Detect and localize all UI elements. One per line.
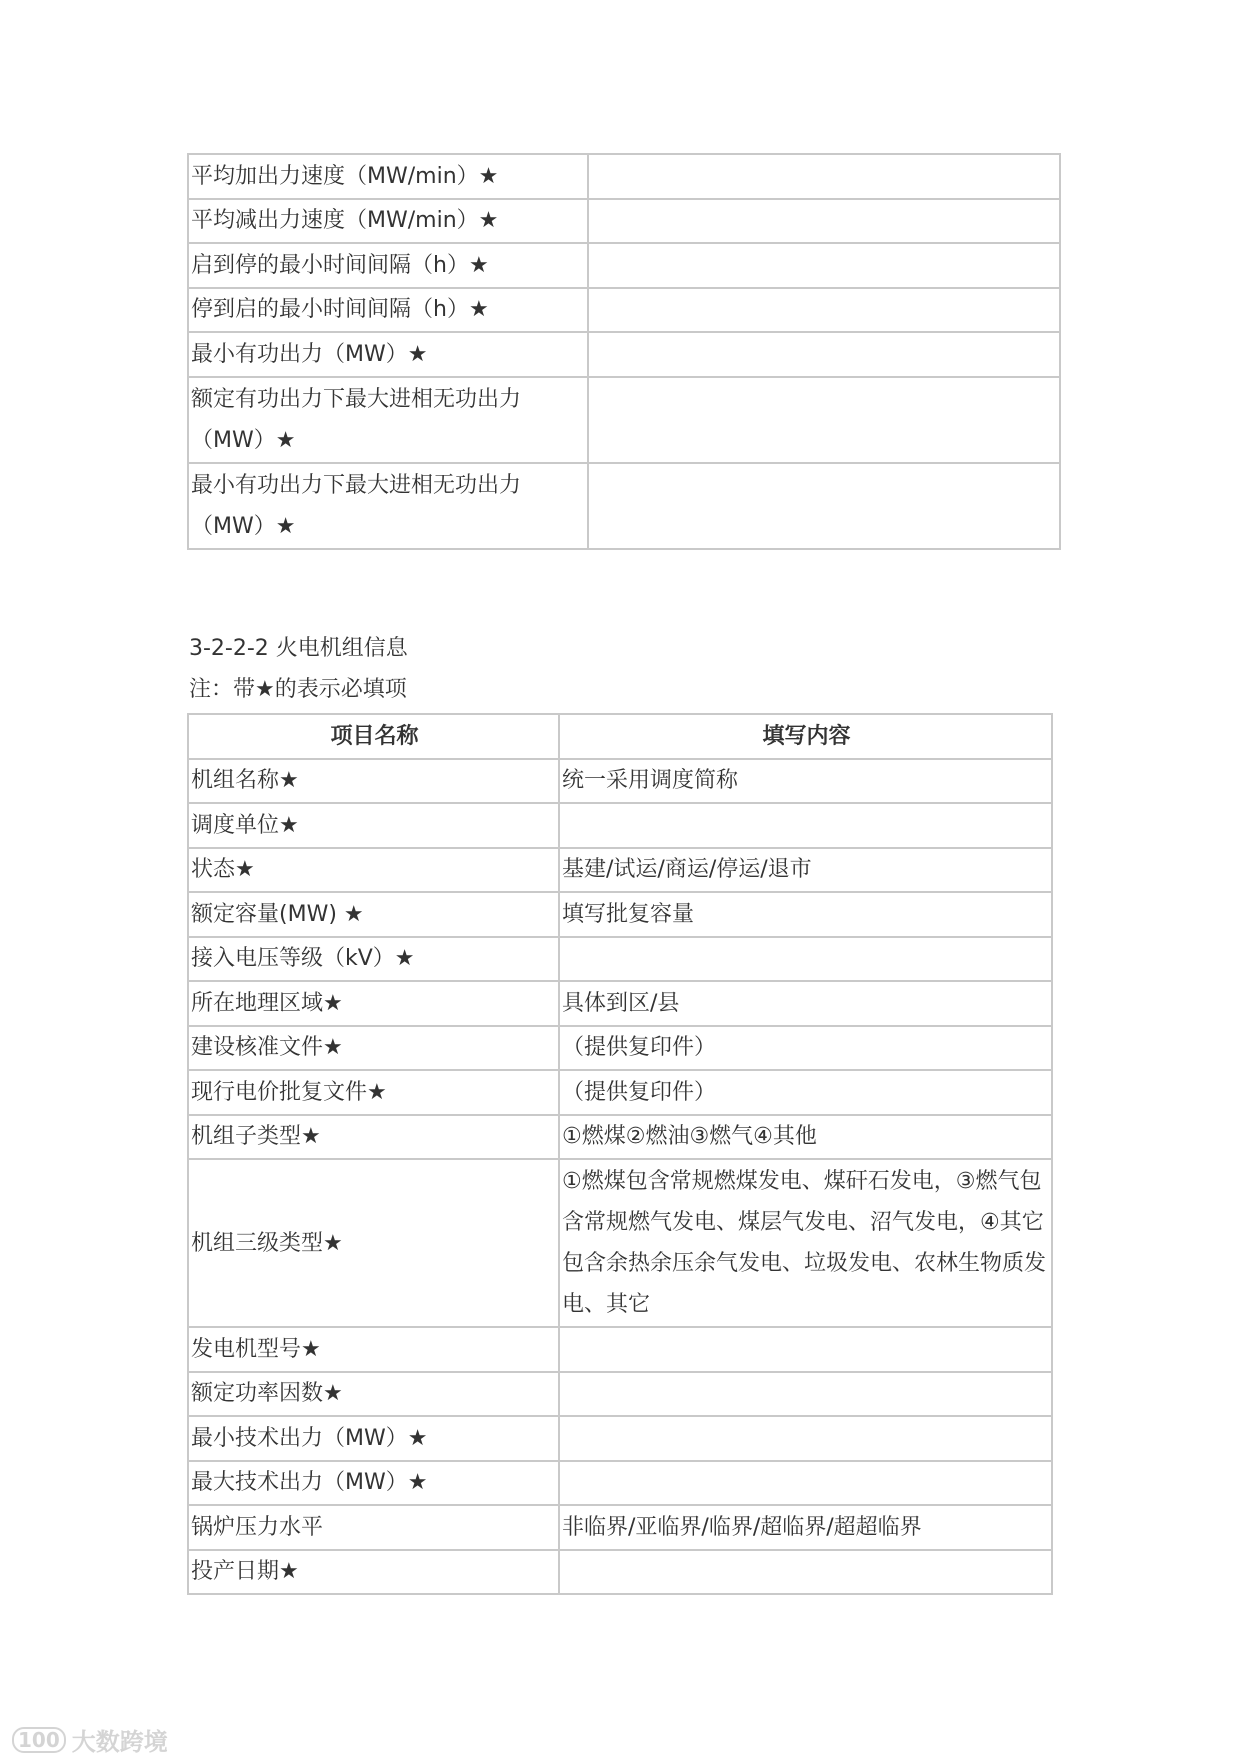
item-value bbox=[588, 463, 1060, 549]
table-row bbox=[188, 332, 1060, 377]
item-name: 平均加出力速度（MW/min）★ bbox=[188, 154, 588, 199]
watermark bbox=[12, 1722, 168, 1757]
table-row bbox=[188, 981, 1052, 1026]
item-name: 停到启的最小时间间隔（h）★ bbox=[188, 288, 588, 333]
item-value bbox=[559, 803, 1052, 848]
item-value bbox=[559, 1550, 1052, 1595]
item-name: 锅炉压力水平 bbox=[188, 1505, 559, 1550]
header-item-name: 项目名称 bbox=[188, 714, 559, 759]
table-row bbox=[188, 759, 1052, 804]
item-name: 额定有功出力下最大进相无功出力（MW）★ bbox=[188, 377, 588, 463]
item-name: 现行电价批复文件★ bbox=[188, 1070, 559, 1115]
item-name: 最大技术出力（MW）★ bbox=[188, 1461, 559, 1506]
item-name: 机组名称★ bbox=[188, 759, 559, 804]
item-name: 启到停的最小时间间隔（h）★ bbox=[188, 243, 588, 288]
item-value bbox=[588, 154, 1060, 199]
item-name: 机组三级类型★ bbox=[188, 1159, 559, 1327]
table-row bbox=[188, 463, 1060, 549]
item-name: 额定功率因数★ bbox=[188, 1372, 559, 1417]
item-value bbox=[588, 377, 1060, 463]
item-value: ①燃煤包含常规燃煤发电、煤矸石发电，③燃气包含常规燃气发电、煤层气发电、沼气发电，④其它包含余热余压余气发电、垃圾发电、农林生物质发电、其它 bbox=[559, 1159, 1052, 1327]
table-row bbox=[188, 377, 1060, 463]
table-row bbox=[188, 1505, 1052, 1550]
item-name: 发电机型号★ bbox=[188, 1327, 559, 1372]
item-value bbox=[588, 199, 1060, 244]
item-name: 建设核准文件★ bbox=[188, 1026, 559, 1071]
table-row bbox=[188, 937, 1052, 982]
item-value: 具体到区/县 bbox=[559, 981, 1052, 1026]
item-name: 最小有功出力（MW）★ bbox=[188, 332, 588, 377]
table-row bbox=[188, 848, 1052, 893]
table-row bbox=[188, 1550, 1052, 1595]
table-row bbox=[188, 1372, 1052, 1417]
item-value: 非临界/亚临界/临界/超临界/超超临界 bbox=[559, 1505, 1052, 1550]
table-row bbox=[188, 243, 1060, 288]
table-header-row bbox=[188, 714, 1052, 759]
item-value: 填写批复容量 bbox=[559, 892, 1052, 937]
item-name: 调度单位★ bbox=[188, 803, 559, 848]
item-name: 状态★ bbox=[188, 848, 559, 893]
item-name: 平均减出力速度（MW/min）★ bbox=[188, 199, 588, 244]
table-row bbox=[188, 1070, 1052, 1115]
item-value bbox=[588, 288, 1060, 333]
item-value bbox=[559, 1372, 1052, 1417]
thermal-unit-info-table bbox=[187, 713, 1053, 1595]
item-name: 最小有功出力下最大进相无功出力（MW）★ bbox=[188, 463, 588, 549]
item-value bbox=[559, 937, 1052, 982]
item-value: （提供复印件） bbox=[559, 1070, 1052, 1115]
item-name: 最小技术出力（MW）★ bbox=[188, 1416, 559, 1461]
table-row bbox=[188, 1115, 1052, 1160]
table-row bbox=[188, 892, 1052, 937]
watermark-text: 大数跨境 bbox=[71, 1728, 168, 1756]
watermark-logo: 100 bbox=[12, 1727, 66, 1753]
unit-parameters-table bbox=[187, 153, 1061, 550]
table-row bbox=[188, 1026, 1052, 1071]
item-value: 统一采用调度简称 bbox=[559, 759, 1052, 804]
table-row bbox=[188, 1461, 1052, 1506]
table-row bbox=[188, 803, 1052, 848]
item-value bbox=[559, 1461, 1052, 1506]
item-value: （提供复印件） bbox=[559, 1026, 1052, 1071]
header-content: 填写内容 bbox=[559, 714, 1052, 759]
table-row bbox=[188, 1159, 1052, 1327]
item-value bbox=[559, 1416, 1052, 1461]
item-value bbox=[588, 332, 1060, 377]
item-name: 接入电压等级（kV）★ bbox=[188, 937, 559, 982]
item-name: 额定容量(MW) ★ bbox=[188, 892, 559, 937]
table-row bbox=[188, 199, 1060, 244]
section-heading: 3-2-2-2 火电机组信息 bbox=[189, 636, 408, 661]
table-row bbox=[188, 288, 1060, 333]
item-value: ①燃煤②燃油③燃气④其他 bbox=[559, 1115, 1052, 1160]
table-row bbox=[188, 1416, 1052, 1461]
item-value bbox=[559, 1327, 1052, 1372]
table-row bbox=[188, 154, 1060, 199]
item-value bbox=[588, 243, 1060, 288]
item-name: 所在地理区域★ bbox=[188, 981, 559, 1026]
item-value: 基建/试运/商运/停运/退市 bbox=[559, 848, 1052, 893]
table-row bbox=[188, 1327, 1052, 1372]
item-name: 机组子类型★ bbox=[188, 1115, 559, 1160]
item-name: 投产日期★ bbox=[188, 1550, 559, 1595]
required-note: 注：带★的表示必填项 bbox=[189, 677, 407, 702]
